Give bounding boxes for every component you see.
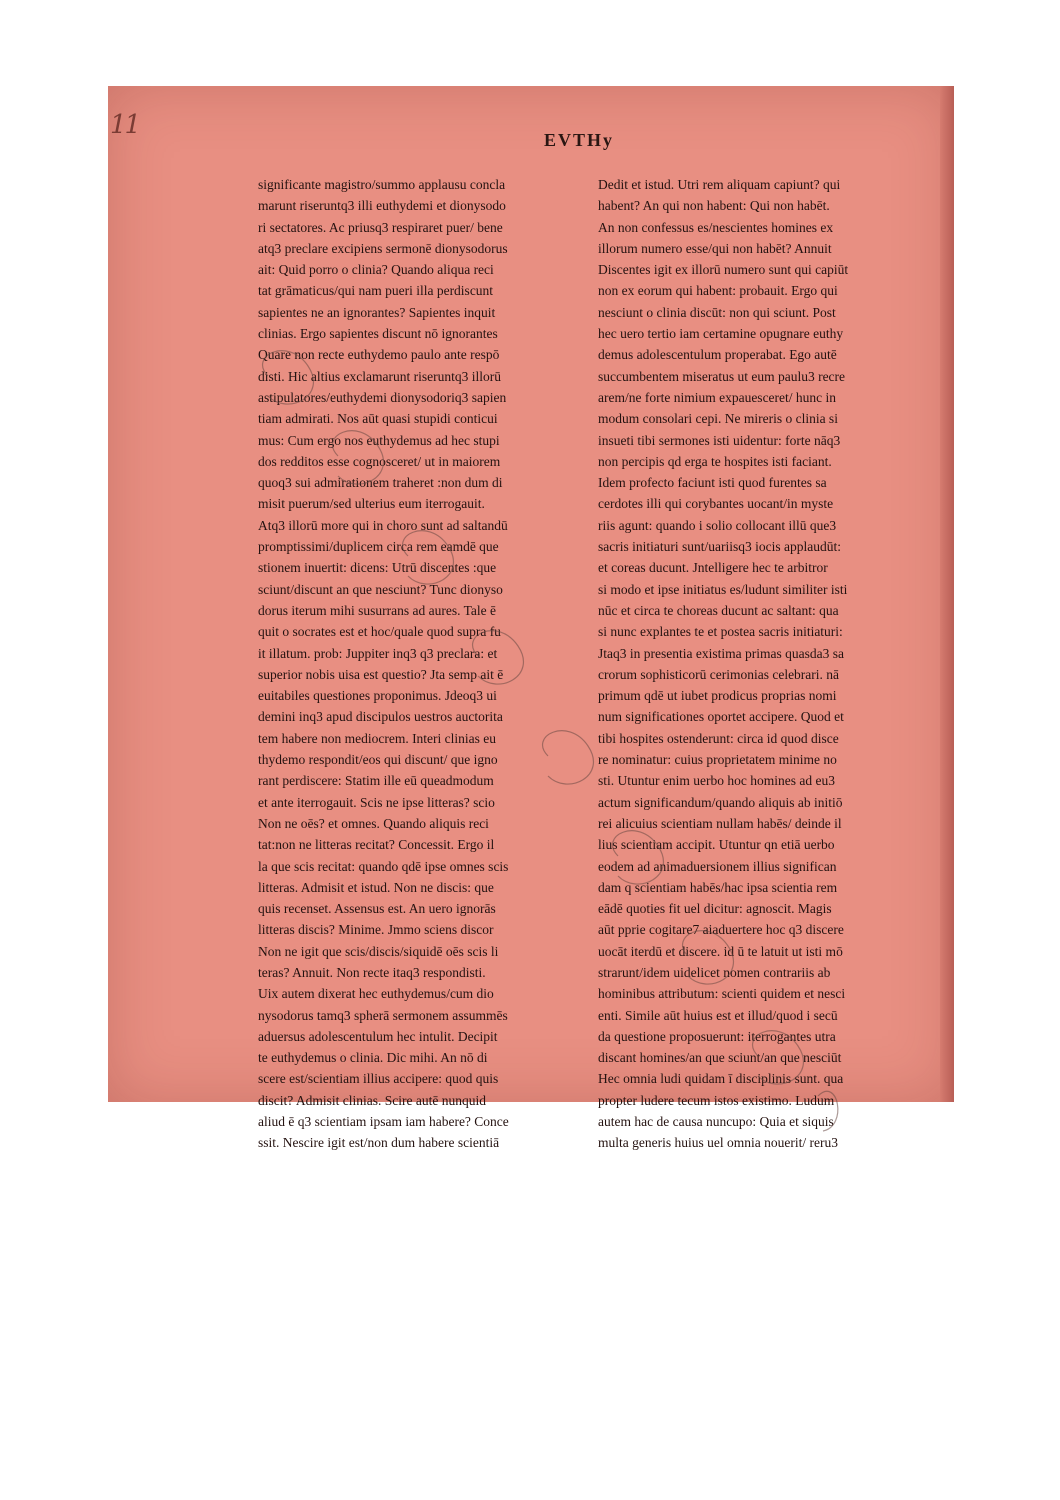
text-line: rei alicuius scientiam nullam habēs/ deinde il (598, 815, 842, 831)
text-line: actum significandum/quando aliquis ab initiō (598, 794, 843, 810)
text-line: da questione proposuerunt: iterrogantes utra (598, 1028, 836, 1044)
text-line: promptissimi/duplicem circa rem eamdē que (258, 539, 499, 555)
text-line: rant perdiscere: Statim ille eū queadmodum (258, 773, 494, 789)
text-column-left (258, 174, 578, 1154)
text-line: aūt pprie cogitare7 aiaduertere hoc q3 discere (598, 922, 844, 938)
text-line: Non ne oēs? et omnes. Quando aliquis reci (258, 815, 489, 831)
text-line: quis recenset. Assensus est. An uero ignorās (258, 901, 496, 917)
text-line: et coreas ducunt. Jntelligere hec te arbitror (598, 560, 828, 576)
text-line: riis agunt: quando i solio collocant illū que3 (598, 517, 837, 533)
text-line: Non ne igit que scis/discis/siquidē oēs scis li (258, 943, 499, 959)
text-line: strarunt/idem uidelicet nomen contrariis ab (598, 964, 831, 980)
text-line: Hec omnia ludi quidam ī disciplinis sunt. qua (598, 1071, 844, 1087)
text-line: Quare non recte euthydemo paulo ante respō (258, 347, 500, 363)
text-line: si nunc explantes te et postea sacris initiaturi: (598, 624, 843, 640)
text-line: num significationes oportet accipere. Quod et (598, 709, 844, 725)
text-line: arem/ne forte nimium expauesceret/ hunc in (598, 389, 837, 405)
text-line: astipulatores/euthydemi dionysodoriq3 sapien (258, 389, 507, 405)
text-line: misit puerum/sed ulterius eum iterrogauit. (258, 496, 485, 512)
text-line: te euthydemus o clinia. Dic mihi. An nō di (258, 1050, 488, 1066)
text-line: non ex eorum qui habent: probauit. Ergo qui (598, 283, 838, 299)
text-column-right (598, 174, 928, 1154)
text-line: thydemo respondit/eos qui discunt/ que igno (258, 752, 498, 768)
scanned-page (108, 86, 954, 1151)
text-line: demus adolescentulum properabat. Ego autē (598, 347, 837, 363)
text-line: uocāt iterdū et discere. id ū te latuit ut isti mō (598, 943, 843, 959)
text-line: mus: Cum ergo nos euthydemus ad hec stupi (258, 432, 500, 448)
text-line: litteras. Admisit et istud. Non ne discis: que (258, 879, 494, 895)
text-line: superior nobis uisa est questio? Jta semp ait ē (258, 666, 504, 682)
text-line: discit? Admisit clinias. Scire autē nunquid (258, 1092, 486, 1108)
text-line: eodem ad animaduersionem illius significan (598, 858, 837, 874)
text-line: sti. Utuntur enim uerbo hoc homines ad eu3 (598, 773, 835, 789)
text-line: hec uero tertio iam certamine opugnare euthy (598, 326, 844, 342)
text-line: discant homines/an que sciunt/an que nesciūt (598, 1050, 842, 1066)
text-line: illorum numero esse/qui non habēt? Annuit (598, 240, 832, 256)
text-line: disti. Hic altius exclamarunt riseruntq3 illorū (258, 368, 501, 384)
text-line: demini inq3 apud discipulos uestros auctorita (258, 709, 503, 725)
text-line: multa generis huius uel omnia nouerit/ reru3 (598, 1135, 838, 1151)
text-line: primum qdē ut iubet prodicus proprias nomi (598, 688, 837, 704)
text-line: tat:non ne litteras recitat? Concessit. Ergo il (258, 837, 495, 853)
text-line: Dedit et istud. Utri rem aliquam capiunt? qui (598, 177, 841, 192)
text-line: si modo et ipse initiatus es/ludunt similiter isti (598, 581, 848, 597)
text-line: Uix autem dixerat hec euthydemus/cum dio (258, 986, 494, 1002)
text-line: ri sectatores. Ac priusq3 respiraret puer/ bene (258, 219, 503, 235)
text-line: nūc et circa te choreas ducunt ac saltant: qua (598, 602, 839, 618)
text-line: habent? An qui non habent: Qui non habēt. (598, 198, 830, 214)
text-line: atq3 preclare excipiens sermonē dionysodorus (258, 240, 508, 256)
text-line: dam q scientiam habēs/hac ipsa scientia rem (598, 879, 838, 895)
text-line: et ante iterrogauit. Scis ne ipse litteras? scio (258, 794, 495, 810)
page-edge-shadow (940, 86, 954, 1102)
text-line: it illatum. prob: Juppiter inq3 q3 preclara: et (258, 645, 498, 661)
text-line: nesciunt o clinia discūt: non qui sciunt. Post (598, 304, 836, 320)
text-line: quit o socrates est et hoc/quale quod supra fu (258, 624, 501, 640)
text-line: tiam admirati. Nos aūt quasi stupidi conticui (258, 411, 498, 427)
text-line: enti. Simile aūt huius est et illud/quod i secū (598, 1007, 838, 1023)
text-line: lius scientiam accipit. Utuntur qn etiā uerbo (598, 837, 835, 853)
text-line: Atq3 illorū more qui in choro sunt ad saltandū (258, 517, 508, 533)
text-line: litteras discis? Minime. Jmmo sciens discor (258, 922, 494, 938)
text-line: re nominatur: cuius proprietatem minime no (598, 752, 837, 768)
text-line: Idem profecto faciunt isti quod furentes sa (598, 475, 827, 491)
text-line: sciunt/discunt an que nesciunt? Tunc dionyso (258, 581, 503, 597)
text-line: marunt riseruntq3 illi euthydemi et dionysodo (258, 198, 506, 214)
text-line: dos redditos esse cognosceret/ ut in maiorem (258, 453, 501, 469)
text-line: significante magistro/summo applausu concla (258, 177, 506, 192)
running-head: EVTHy (544, 130, 615, 150)
text-line: tem habere non mediocrem. Interi clinias eu (258, 730, 497, 746)
text-line: ssit. Nescire igit est/non dum habere scientiā (258, 1135, 500, 1151)
text-line: quoq3 sui admirationem traheret :non dum di (258, 475, 503, 491)
text-line: modum consolari cepi. Ne mireris o clinia si (598, 411, 838, 427)
text-line: tibi hospites ostenderunt: circa id quod disce (598, 730, 839, 746)
text-line: clinias. Ergo sapientes discunt nō ignorantes (258, 326, 498, 342)
text-line: non percipis qd erga te hospites isti faciant. (598, 453, 832, 469)
text-line: Discentes igit ex illorū numero sunt qui capiūt (598, 262, 849, 278)
text-line: crorum sophisticorū cerimonias celebrari. nā (598, 666, 840, 682)
text-line: insueti tibi sermones isti uidentur: forte nāq3 (598, 432, 841, 448)
text-line: cerdotes illi qui corybantes uocant/in myste (598, 496, 834, 512)
text-line: tat grāmaticus/qui nam pueri illa perdiscunt (258, 283, 494, 299)
text-line: stionem inuertit: dicens: Utrū discentes :que (258, 560, 497, 576)
text-line: autem hac de causa nuncupo: Quia et siquis (598, 1114, 834, 1130)
text-line: An non confessus es/nescientes homines ex (598, 219, 834, 235)
text-line: succumbentem miseratus ut eum paulu3 recre (598, 368, 846, 384)
text-line: aliud ē q3 scientiam ipsam iam habere? Conce (258, 1114, 509, 1130)
text-line: hominibus attributum: scienti quidem et nesci (598, 986, 846, 1002)
text-line: Jtaq3 in presentia existima primas quasda3 sa (598, 645, 844, 661)
text-line: propter ludere tecum istos existimo. Ludum (598, 1092, 835, 1108)
text-line: euitabiles questiones proponimus. Jdeoq3 ui (258, 688, 497, 704)
text-line: ait: Quid porro o clinia? Quando aliqua reci (258, 262, 494, 278)
text-line: nysodorus tamq3 spherā sermonem assummēs (258, 1007, 508, 1023)
text-line: sacris initiaturi sunt/uariisq3 iocis applaudūt: (598, 539, 841, 555)
text-line: la que scis recitat: quando qdē ipse omnes scis (258, 858, 509, 874)
text-line: sapientes ne an ignorantes? Sapientes inquit (258, 304, 496, 320)
text-line: dorus iterum mihi susurrans ad aures. Tale ē (258, 602, 496, 618)
text-line: eādē quoties fit uel dicitur: agnoscit. Magis (598, 901, 832, 917)
text-line: aduersus adolescentulum hec intulit. Decipit (258, 1028, 498, 1044)
margin-handwritten-mark: 11 (110, 110, 140, 140)
text-line: teras? Annuit. Non recte itaq3 respondisti. (258, 964, 486, 980)
text-line: scere est/scientiam illius accipere: quod quis (258, 1071, 499, 1087)
